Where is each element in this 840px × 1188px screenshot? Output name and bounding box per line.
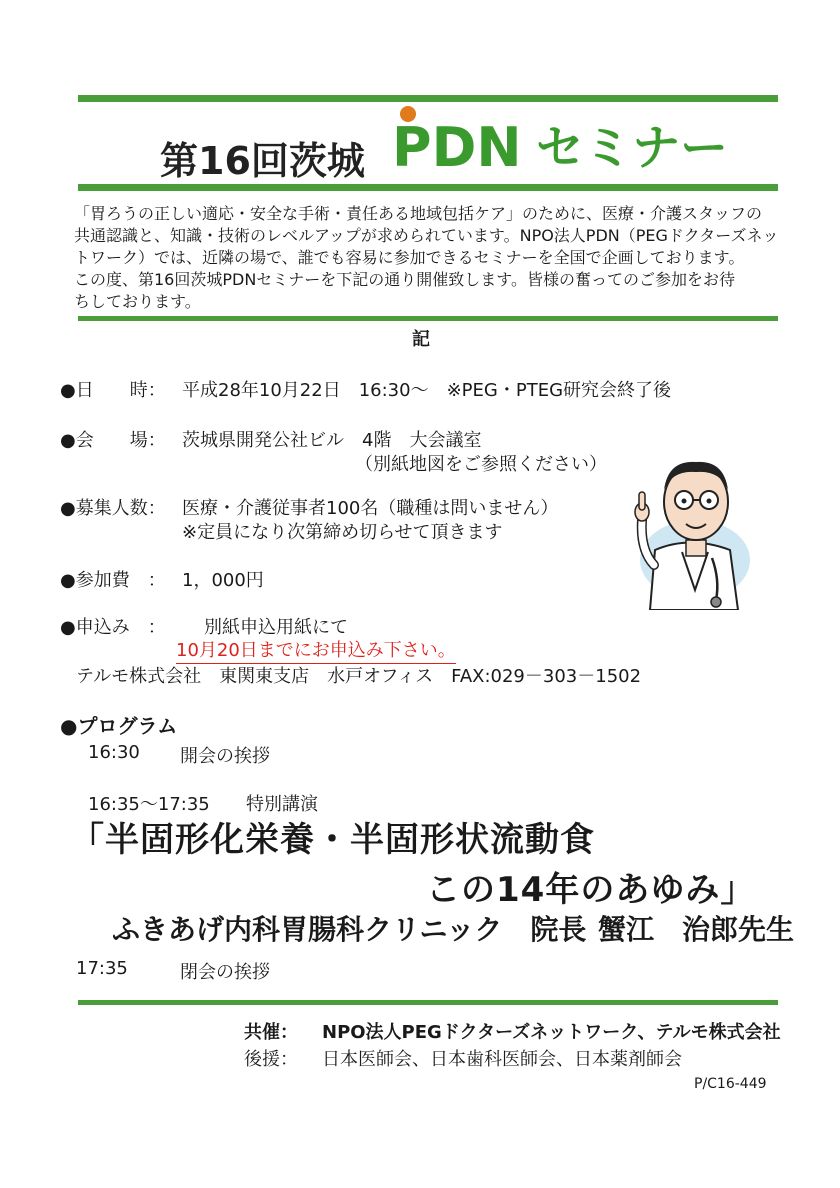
venue-label: ●会 場： xyxy=(60,430,166,451)
speaker-affiliation: ふきあげ内科胃腸科クリニック 院長 xyxy=(112,913,587,946)
close-time: 17:35 xyxy=(76,958,128,979)
fee-label: ●参加費 ： xyxy=(60,570,166,591)
ki-heading: 記 xyxy=(412,329,430,350)
lecture-title-line-2: この14年のあゆみ」 xyxy=(426,870,756,910)
logo-seminar-text: セミナー xyxy=(536,120,729,174)
document-code: P/C16-449 xyxy=(694,1076,767,1092)
support-value: 日本医師会、日本歯科医師会、日本薬剤師会 xyxy=(322,1049,682,1070)
program-heading: ●プログラム xyxy=(60,714,178,738)
venue-note: （別紙地図をご参照ください） xyxy=(355,454,607,475)
intro-line: ちしております。 xyxy=(74,292,201,311)
open-label: 開会の挨拶 xyxy=(180,746,270,767)
capacity-note: ※定員になり次第締め切らせて頂きます xyxy=(182,522,503,543)
intro-line: トワーク）では、近隣の場で、誰でも容易に参加できるセミナーを全国で企画しております。 xyxy=(74,248,745,267)
intro-line: この度、第16回茨城PDNセミナーを下記の通り開催致します。皆様の奮ってのご参加をお待 xyxy=(74,270,736,289)
top-rule xyxy=(78,95,778,102)
apply-label: ●申込み ： xyxy=(60,617,166,638)
lecture-title-line-1: 「半固形化栄養・半固形状流動食 xyxy=(70,820,595,860)
date-label: ●日 時： xyxy=(60,380,166,401)
intro-line: 「胃ろうの正しい適応・安全な手術・責任ある地域包括ケア」のために、医療・介護スタッフの xyxy=(74,204,763,223)
intro-line: 共通認識と、知識・技術のレベルアップが求められています。NPO法人PDN（PEGドクターズネッ xyxy=(74,226,779,245)
logo-pdn-text: PDN xyxy=(392,116,522,174)
contact-line: テルモ株式会社 東関東支店 水戸オフィス FAX:029－303－1502 xyxy=(76,666,642,687)
footer-rule xyxy=(78,1000,778,1005)
fee-value: 1，000円 xyxy=(182,570,264,591)
apply-value: 別紙申込用紙にて xyxy=(204,617,348,638)
doctor-pointing-illustration xyxy=(620,440,755,610)
pdn-logo xyxy=(388,104,748,174)
close-label: 閉会の挨拶 xyxy=(180,962,270,983)
apply-deadline: 10月20日までにお申込み下さい。 xyxy=(176,636,456,664)
support-label: 後援： xyxy=(244,1049,298,1070)
venue-value: 茨城県開発公社ビル 4階 大会議室 xyxy=(182,430,482,451)
cohost-value: NPO法人PEGドクターズネットワーク、テルモ株式会社 xyxy=(322,1022,781,1043)
cohost-label: 共催： xyxy=(244,1022,298,1043)
intro-rule xyxy=(78,316,778,321)
open-time: 16:30 xyxy=(88,742,140,763)
capacity-value: 医療・介護従事者100名（職種は問いません） xyxy=(182,498,559,519)
date-value: 平成28年10月22日 16:30～ ※PEG・PTEG研究会終了後 xyxy=(182,380,672,401)
lecture-type: 特別講演 xyxy=(246,794,318,815)
title-rule xyxy=(78,184,778,191)
page-title: 第16回茨城 xyxy=(160,139,365,183)
capacity-label: ●募集人数： xyxy=(60,498,166,519)
speaker-name: 蟹江 治郎先生 xyxy=(598,913,795,946)
lecture-time: 16:35～17:35 xyxy=(88,794,210,815)
intro-paragraph xyxy=(74,203,779,313)
